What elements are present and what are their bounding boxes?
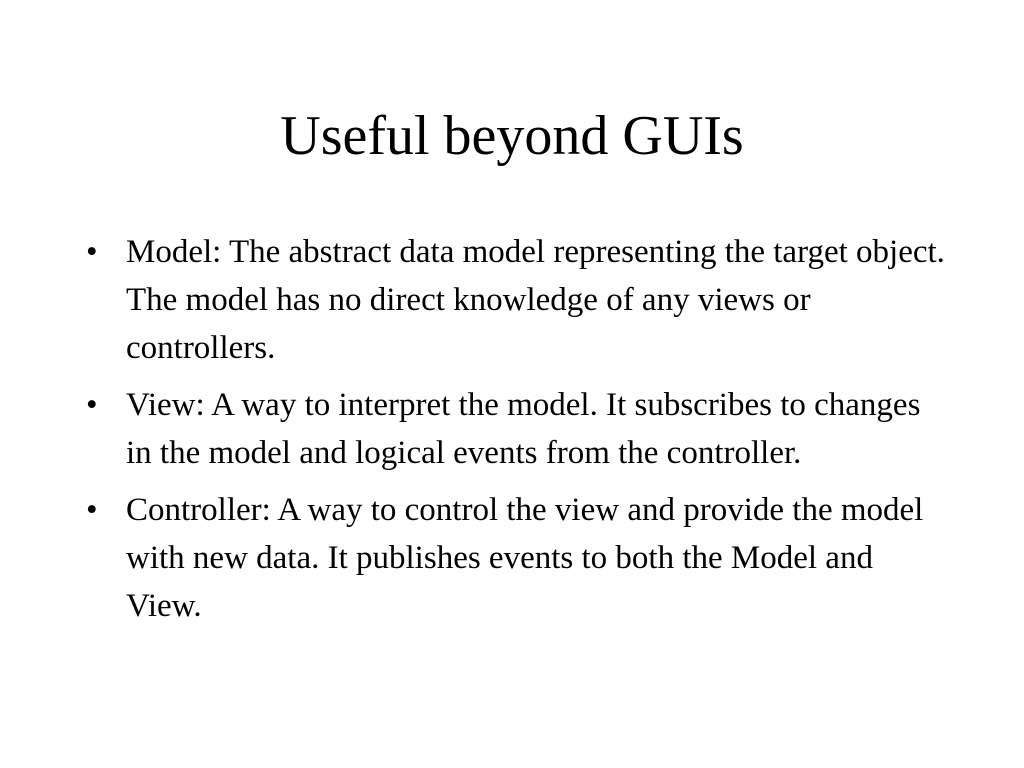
bullet-item-view — [86, 381, 946, 477]
bullet-item-model — [86, 228, 946, 372]
bullet-marker-icon: • — [86, 492, 98, 528]
bullet-item-controller — [86, 486, 946, 630]
bullet-text: Controller: A way to control the view and provide the model with new data. It publishes events to both the Model and View. — [126, 492, 924, 624]
bullet-list — [86, 228, 946, 639]
slide-title: Useful beyond GUIs — [280, 105, 744, 167]
bullet-text: Model: The abstract data model representing the target object. The model has no direct knowledge of any views or controllers. — [126, 234, 945, 366]
bullet-marker-icon: • — [86, 234, 98, 270]
bullet-text: View: A way to interpret the model. It subscribes to changes in the model and logical events from the controller. — [126, 387, 921, 471]
bullet-marker-icon: • — [86, 387, 98, 423]
